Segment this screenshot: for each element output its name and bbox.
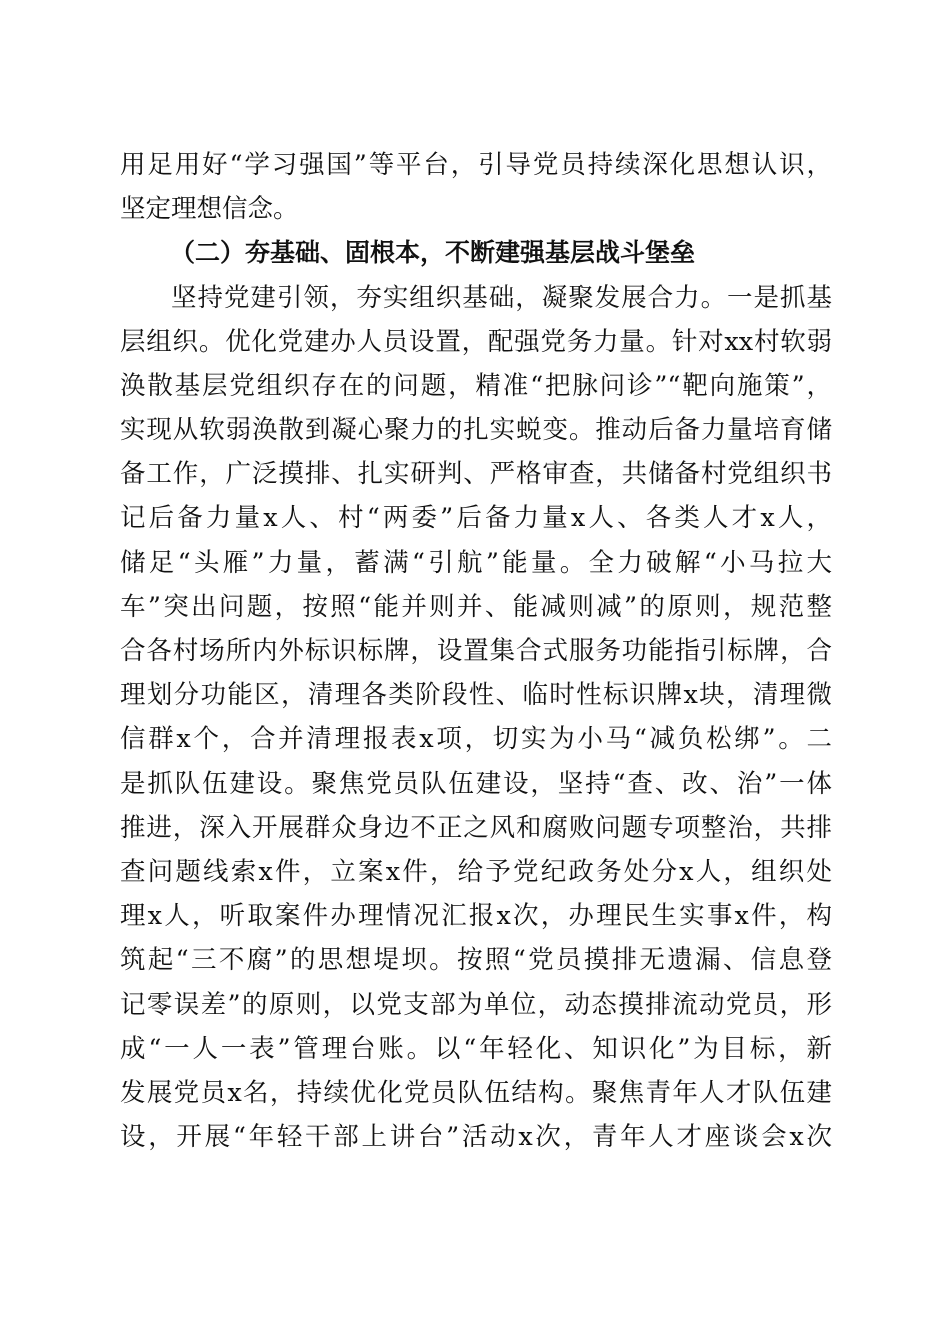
paragraph-line: 查问题线索x件，立案x件，给予党纪政务处分x人，组织处 [120,857,832,887]
section-heading: （二）夯基础、固根本，不断建强基层战斗堡垒 [170,238,696,267]
paragraph-line: 理划分功能区，清理各类阶段性、临时性标识牌x块，清理微 [120,680,832,710]
paragraph-line: 实现从软弱涣散到凝心聚力的扎实蜕变。推动后备力量培育储 [120,415,832,445]
paragraph-line: 备工作，广泛摸排、扎实研判、严格审查，共储备村党组织书 [120,459,832,489]
paragraph-line: 成“一人一表”管理台账。以“年轻化、知识化”为目标，新 [120,1034,832,1064]
paragraph-line: 车”突出问题，按照“能并则并、能减则减”的原则，规范整 [120,592,832,622]
paragraph-line: 记后备力量x人、村“两委”后备力量x人、各类人才x人， [120,503,832,533]
paragraph-line: 是抓队伍建设。聚焦党员队伍建设，坚持“查、改、治”一体 [120,769,832,799]
paragraph-line: 层组织。优化党建办人员设置，配强党务力量。针对xx村软弱 [120,327,832,357]
paragraph-line: 坚持党建引领，夯实组织基础，凝聚发展合力。一是抓基 [171,283,832,313]
paragraph-line: 坚定理想信念。 [120,194,299,224]
paragraph-line: 筑起“三不腐”的思想堤坝。按照“党员摸排无遗漏、信息登 [120,945,832,975]
paragraph-line: 理x人，听取案件办理情况汇报x次，办理民生实事x件，构 [120,901,832,931]
paragraph-line: 推进，深入开展群众身边不正之风和腐败问题专项整治，共排 [120,813,832,843]
paragraph-line: 储足“头雁”力量，蓄满“引航”能量。全力破解“小马拉大 [120,548,832,578]
paragraph-line: 涣散基层党组织存在的问题，精准“把脉问诊”“靶向施策”， [120,371,832,401]
paragraph-line: 用足用好“学习强国”等平台，引导党员持续深化思想认识， [120,150,832,180]
paragraph-line: 信群x个，合并清理报表x项，切实为小马“减负松绑”。二 [120,724,832,754]
paragraph-line: 设，开展“年轻干部上讲台”活动x次，青年人才座谈会x次 [120,1122,832,1152]
paragraph-line: 合各村场所内外标识标牌，设置集合式服务功能指引标牌，合 [120,636,832,666]
paragraph-line: 记零误差”的原则，以党支部为单位，动态摸排流动党员，形 [120,990,832,1020]
paragraph-line: 发展党员x名，持续优化党员队伍结构。聚焦青年人才队伍建 [120,1078,832,1108]
